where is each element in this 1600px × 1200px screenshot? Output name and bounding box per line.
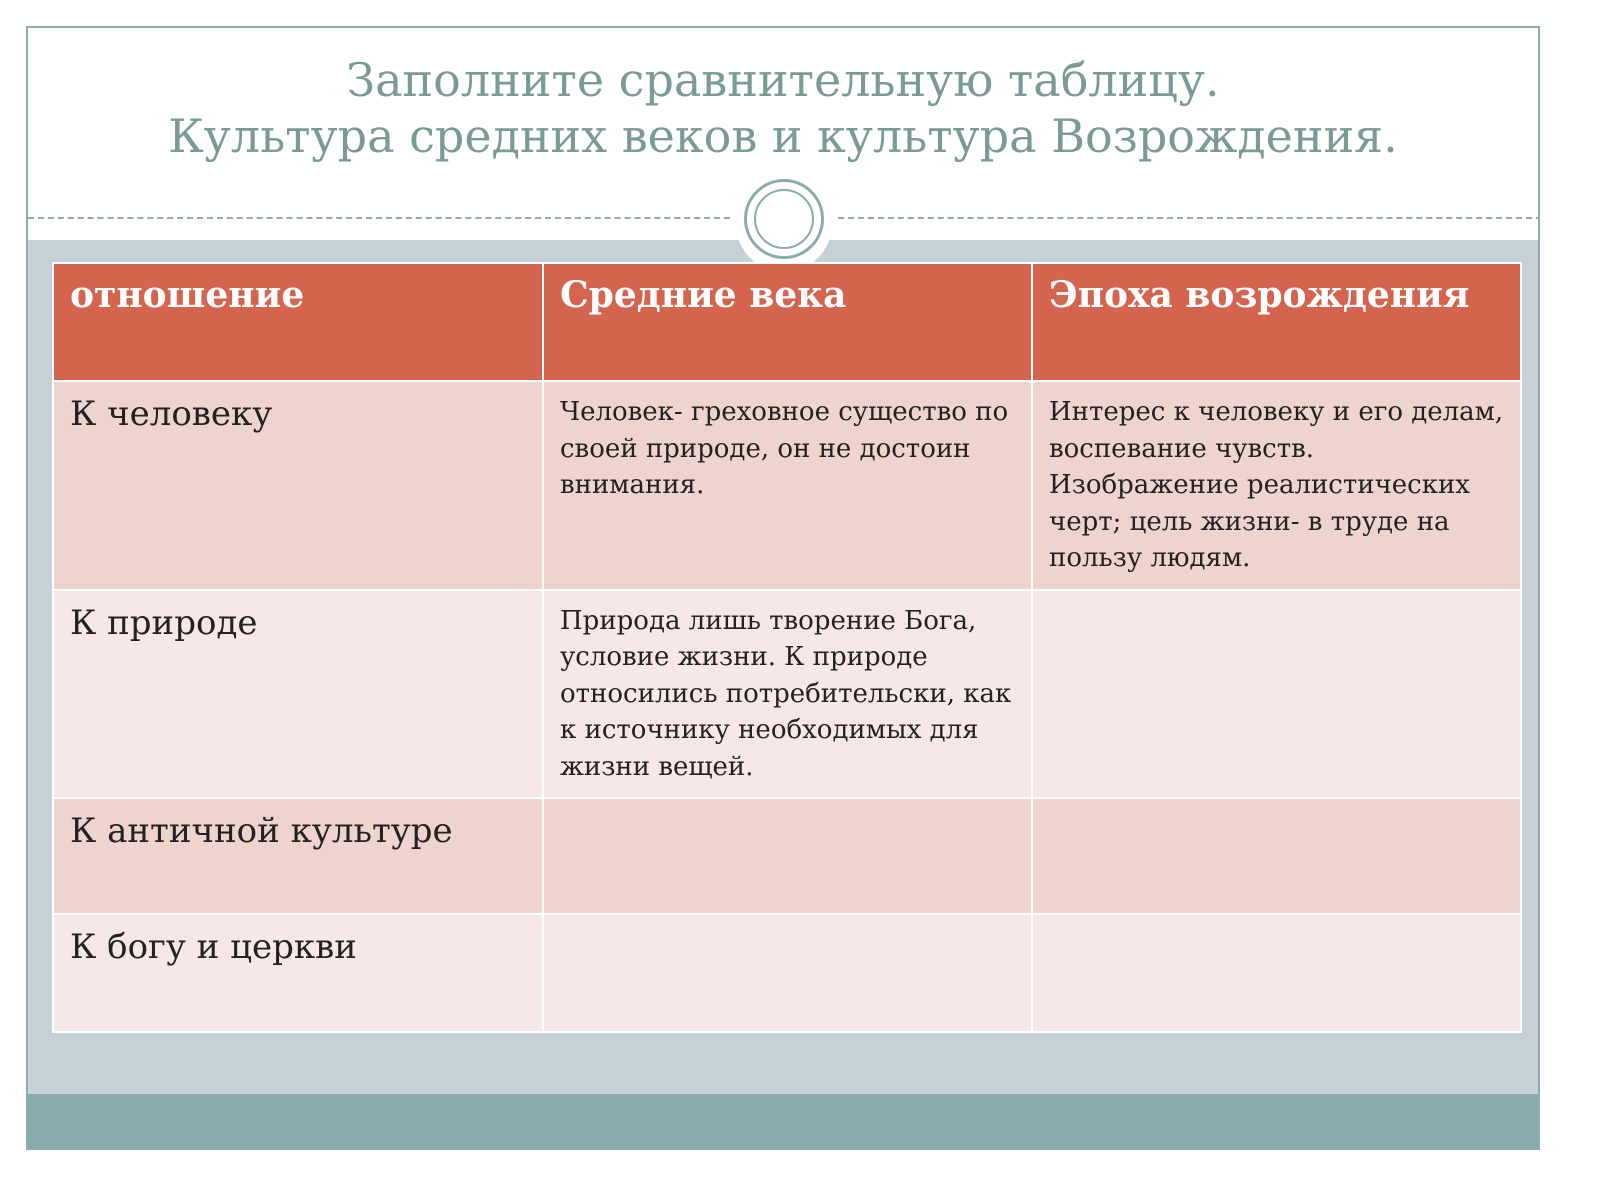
- header-renaissance: Эпоха возрождения: [1032, 263, 1521, 381]
- cell-renaissance: Интерес к человеку и его делам, воспевание чувств. Изображение реалистических черт; цель жизни- в труде на пользу людям.: [1032, 381, 1521, 590]
- slide-title-line-1: Заполните сравнительную таблицу.: [346, 53, 1220, 107]
- table-row: [53, 798, 1521, 914]
- row-label: К природе: [53, 590, 543, 799]
- cell-renaissance: [1032, 590, 1521, 799]
- header-middle-ages: Средние века: [543, 263, 1032, 381]
- slide-title-line-2: Культура средних веков и культура Возрождения.: [168, 109, 1398, 163]
- dashed-divider-right: [838, 217, 1540, 219]
- footer-band: [28, 1094, 1538, 1148]
- circle-ornament-inner: [754, 189, 814, 249]
- cell-renaissance: [1032, 798, 1521, 914]
- cell-middle-ages: [543, 914, 1032, 1032]
- dashed-divider-left: [28, 217, 730, 219]
- row-label: К античной культуре: [53, 798, 543, 914]
- row-label: К человеку: [53, 381, 543, 590]
- slide: [26, 26, 1540, 1150]
- cell-middle-ages: Природа лишь творение Бога, условие жизни. К природе относились потребительски, как к источнику необходимых для жизни вещей.: [543, 590, 1032, 799]
- table-row: [53, 914, 1521, 1032]
- table-header-row: [53, 263, 1521, 381]
- header-relation: отношение: [53, 263, 543, 381]
- cell-middle-ages: [543, 798, 1032, 914]
- table-row: [53, 381, 1521, 590]
- circle-ornament-icon: [744, 179, 824, 259]
- table-row: [53, 590, 1521, 799]
- cell-middle-ages: Человек- греховное существо по своей природе, он не достоин внимания.: [543, 381, 1032, 590]
- comparison-table: [52, 262, 1522, 1033]
- row-label: К богу и церкви: [53, 914, 543, 1032]
- cell-renaissance: [1032, 914, 1521, 1032]
